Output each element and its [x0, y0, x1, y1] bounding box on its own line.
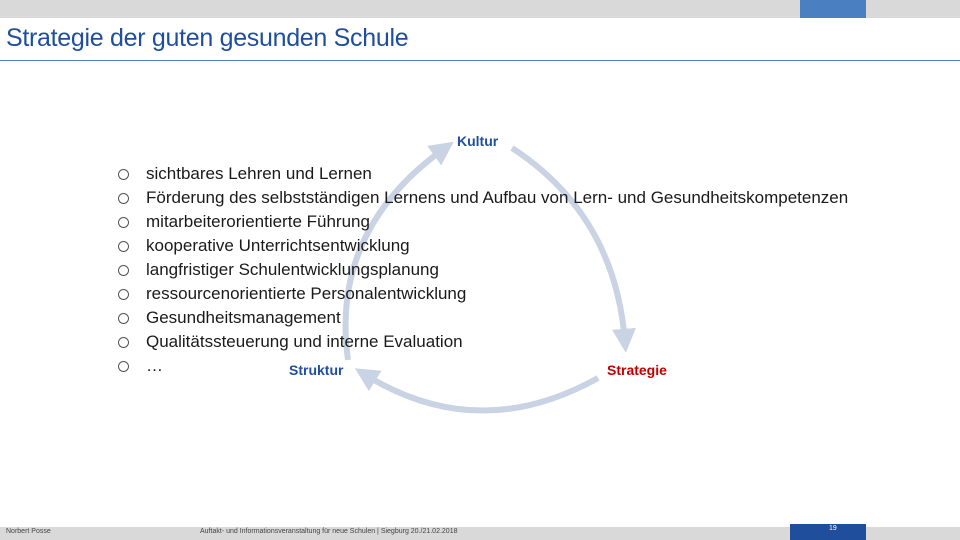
list-item: ressourcenorientierte Personalentwicklung	[118, 282, 848, 306]
circle-bullet-icon	[118, 361, 129, 372]
bullet-list	[118, 162, 848, 378]
circle-bullet-icon	[118, 241, 129, 252]
circle-bullet-icon	[118, 217, 129, 228]
cycle-node-kultur: Kultur	[457, 133, 499, 149]
cycle-arrow-strategie-struktur	[364, 374, 598, 411]
list-item: sichtbares Lehren und Lernen	[118, 162, 848, 186]
footer-author: Norbert Posse	[6, 528, 51, 535]
circle-bullet-icon	[118, 337, 129, 348]
page-number-badge	[790, 524, 866, 540]
circle-bullet-icon	[118, 289, 129, 300]
circle-bullet-icon	[118, 193, 129, 204]
list-item: Förderung des selbstständigen Lernens und Aufbau von Lern- und Gesundheitskompetenzen	[118, 186, 848, 210]
list-item: kooperative Unterrichtsentwicklung	[118, 234, 848, 258]
slide-title: Strategie der guten gesunden Schule	[6, 24, 409, 52]
list-item: langfristiger Schulentwicklungsplanung	[118, 258, 848, 282]
list-item: Gesundheitsmanagement	[118, 306, 848, 330]
cycle-node-struktur: Struktur	[289, 362, 344, 378]
list-item: …	[118, 354, 848, 378]
circle-bullet-icon	[118, 265, 129, 276]
circle-bullet-icon	[118, 169, 129, 180]
footer-event: Auftakt- und Informationsveranstaltung für neue Schulen | Siegburg 20./21.02.2018	[200, 528, 458, 535]
list-item: mitarbeiterorientierte Führung	[118, 210, 848, 234]
page-number: 19	[829, 525, 837, 532]
list-item: Qualitätssteuerung und interne Evaluation	[118, 330, 848, 354]
circle-bullet-icon	[118, 313, 129, 324]
cycle-node-strategie: Strategie	[607, 362, 667, 378]
